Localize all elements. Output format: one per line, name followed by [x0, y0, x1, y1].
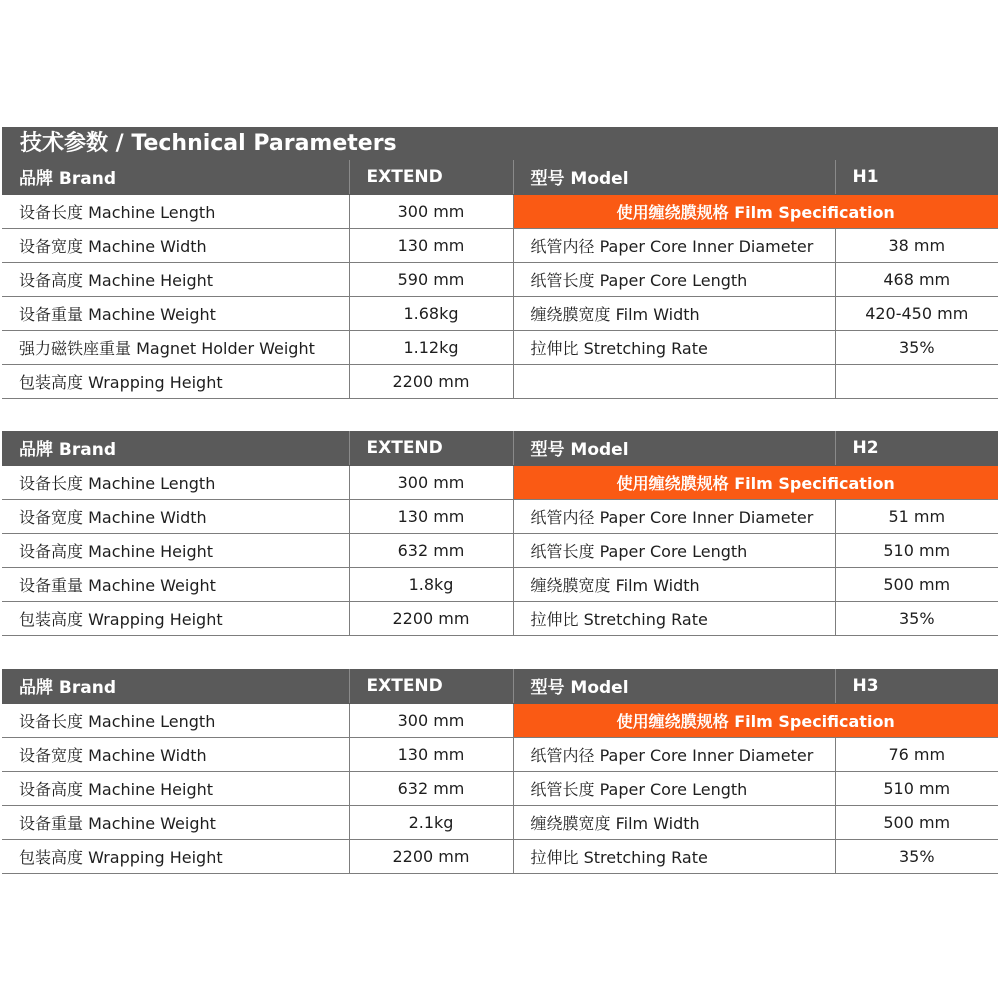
table-header-row — [2, 431, 998, 465]
film-spec-label: 纸管长度 Paper Core Length — [513, 262, 835, 296]
spec-value: 300 mm — [349, 703, 513, 737]
spec-label: 设备高度 Machine Height — [2, 262, 349, 296]
table-row — [2, 296, 998, 330]
spec-value: 2200 mm — [349, 839, 513, 873]
spec-value: 130 mm — [349, 737, 513, 771]
spec-value: 2200 mm — [349, 364, 513, 398]
spec-label: 设备宽度 Machine Width — [2, 737, 349, 771]
spec-value: 300 mm — [349, 194, 513, 228]
brand-label: 品牌 Brand — [2, 669, 349, 703]
film-spec-label: 纸管内径 Paper Core Inner Diameter — [513, 499, 835, 533]
film-spec-label: 缠绕膜宽度 Film Width — [513, 805, 835, 839]
film-spec-banner: 使用缠绕膜规格 Film Specification — [513, 703, 998, 737]
film-spec-label: 拉伸比 Stretching Rate — [513, 330, 835, 364]
spec-label: 包装高度 Wrapping Height — [2, 839, 349, 873]
table-row — [2, 194, 998, 228]
film-spec-value: 510 mm — [835, 771, 998, 805]
spec-value: 1.8kg — [349, 567, 513, 601]
spec-value: 590 mm — [349, 262, 513, 296]
table-row — [2, 262, 998, 296]
table-row — [2, 499, 998, 533]
table-row — [2, 737, 998, 771]
film-spec-label: 拉伸比 Stretching Rate — [513, 601, 835, 635]
spec-table-h2 — [2, 431, 998, 636]
spec-value: 632 mm — [349, 771, 513, 805]
table-row — [2, 839, 998, 873]
brand-value: EXTEND — [349, 160, 513, 194]
spec-value: 1.68kg — [349, 296, 513, 330]
spec-label: 强力磁铁座重量 Magnet Holder Weight — [2, 330, 349, 364]
spec-label: 设备长度 Machine Length — [2, 703, 349, 737]
spec-table-h1 — [2, 160, 998, 399]
table-row — [2, 771, 998, 805]
empty-cell — [835, 364, 998, 398]
spec-value: 1.12kg — [349, 330, 513, 364]
table-header-row — [2, 160, 998, 194]
table-row — [2, 228, 998, 262]
brand-label: 品牌 Brand — [2, 431, 349, 465]
film-spec-value: 420-450 mm — [835, 296, 998, 330]
model-value: H3 — [835, 669, 998, 703]
table-row — [2, 330, 998, 364]
spec-value: 130 mm — [349, 499, 513, 533]
film-spec-value: 76 mm — [835, 737, 998, 771]
table-row — [2, 533, 998, 567]
film-spec-label: 纸管长度 Paper Core Length — [513, 533, 835, 567]
spec-label: 设备宽度 Machine Width — [2, 228, 349, 262]
model-label: 型号 Model — [513, 431, 835, 465]
spec-value: 2.1kg — [349, 805, 513, 839]
film-spec-label: 纸管内径 Paper Core Inner Diameter — [513, 737, 835, 771]
brand-value: EXTEND — [349, 669, 513, 703]
spec-label: 设备重量 Machine Weight — [2, 805, 349, 839]
table-row — [2, 567, 998, 601]
brand-label: 品牌 Brand — [2, 160, 349, 194]
spec-value: 2200 mm — [349, 601, 513, 635]
spec-label: 设备长度 Machine Length — [2, 194, 349, 228]
film-spec-value: 500 mm — [835, 805, 998, 839]
table-row — [2, 805, 998, 839]
spec-value: 300 mm — [349, 465, 513, 499]
film-spec-value: 38 mm — [835, 228, 998, 262]
film-spec-value: 510 mm — [835, 533, 998, 567]
film-spec-label: 缠绕膜宽度 Film Width — [513, 296, 835, 330]
spec-value: 632 mm — [349, 533, 513, 567]
film-spec-banner: 使用缠绕膜规格 Film Specification — [513, 465, 998, 499]
table-row — [2, 703, 998, 737]
model-label: 型号 Model — [513, 669, 835, 703]
film-spec-label: 纸管长度 Paper Core Length — [513, 771, 835, 805]
film-spec-value: 468 mm — [835, 262, 998, 296]
film-spec-value: 51 mm — [835, 499, 998, 533]
table-row — [2, 364, 998, 398]
film-spec-value: 35% — [835, 330, 998, 364]
empty-cell — [513, 364, 835, 398]
spec-label: 设备长度 Machine Length — [2, 465, 349, 499]
table-header-row — [2, 669, 998, 703]
page-title: 技术参数 / Technical Parameters — [2, 127, 998, 160]
model-value: H1 — [835, 160, 998, 194]
film-spec-value: 500 mm — [835, 567, 998, 601]
model-label: 型号 Model — [513, 160, 835, 194]
spec-value: 130 mm — [349, 228, 513, 262]
film-spec-label: 拉伸比 Stretching Rate — [513, 839, 835, 873]
model-value: H2 — [835, 431, 998, 465]
spec-label: 设备高度 Machine Height — [2, 771, 349, 805]
spec-table-h3 — [2, 669, 998, 874]
spec-label: 设备高度 Machine Height — [2, 533, 349, 567]
brand-value: EXTEND — [349, 431, 513, 465]
film-spec-label: 纸管内径 Paper Core Inner Diameter — [513, 228, 835, 262]
film-spec-banner: 使用缠绕膜规格 Film Specification — [513, 194, 998, 228]
spec-label: 设备重量 Machine Weight — [2, 296, 349, 330]
table-row — [2, 465, 998, 499]
spec-label: 包装高度 Wrapping Height — [2, 364, 349, 398]
spec-label: 设备重量 Machine Weight — [2, 567, 349, 601]
film-spec-value: 35% — [835, 601, 998, 635]
spec-label: 设备宽度 Machine Width — [2, 499, 349, 533]
table-row — [2, 601, 998, 635]
spec-label: 包装高度 Wrapping Height — [2, 601, 349, 635]
film-spec-label: 缠绕膜宽度 Film Width — [513, 567, 835, 601]
film-spec-value: 35% — [835, 839, 998, 873]
